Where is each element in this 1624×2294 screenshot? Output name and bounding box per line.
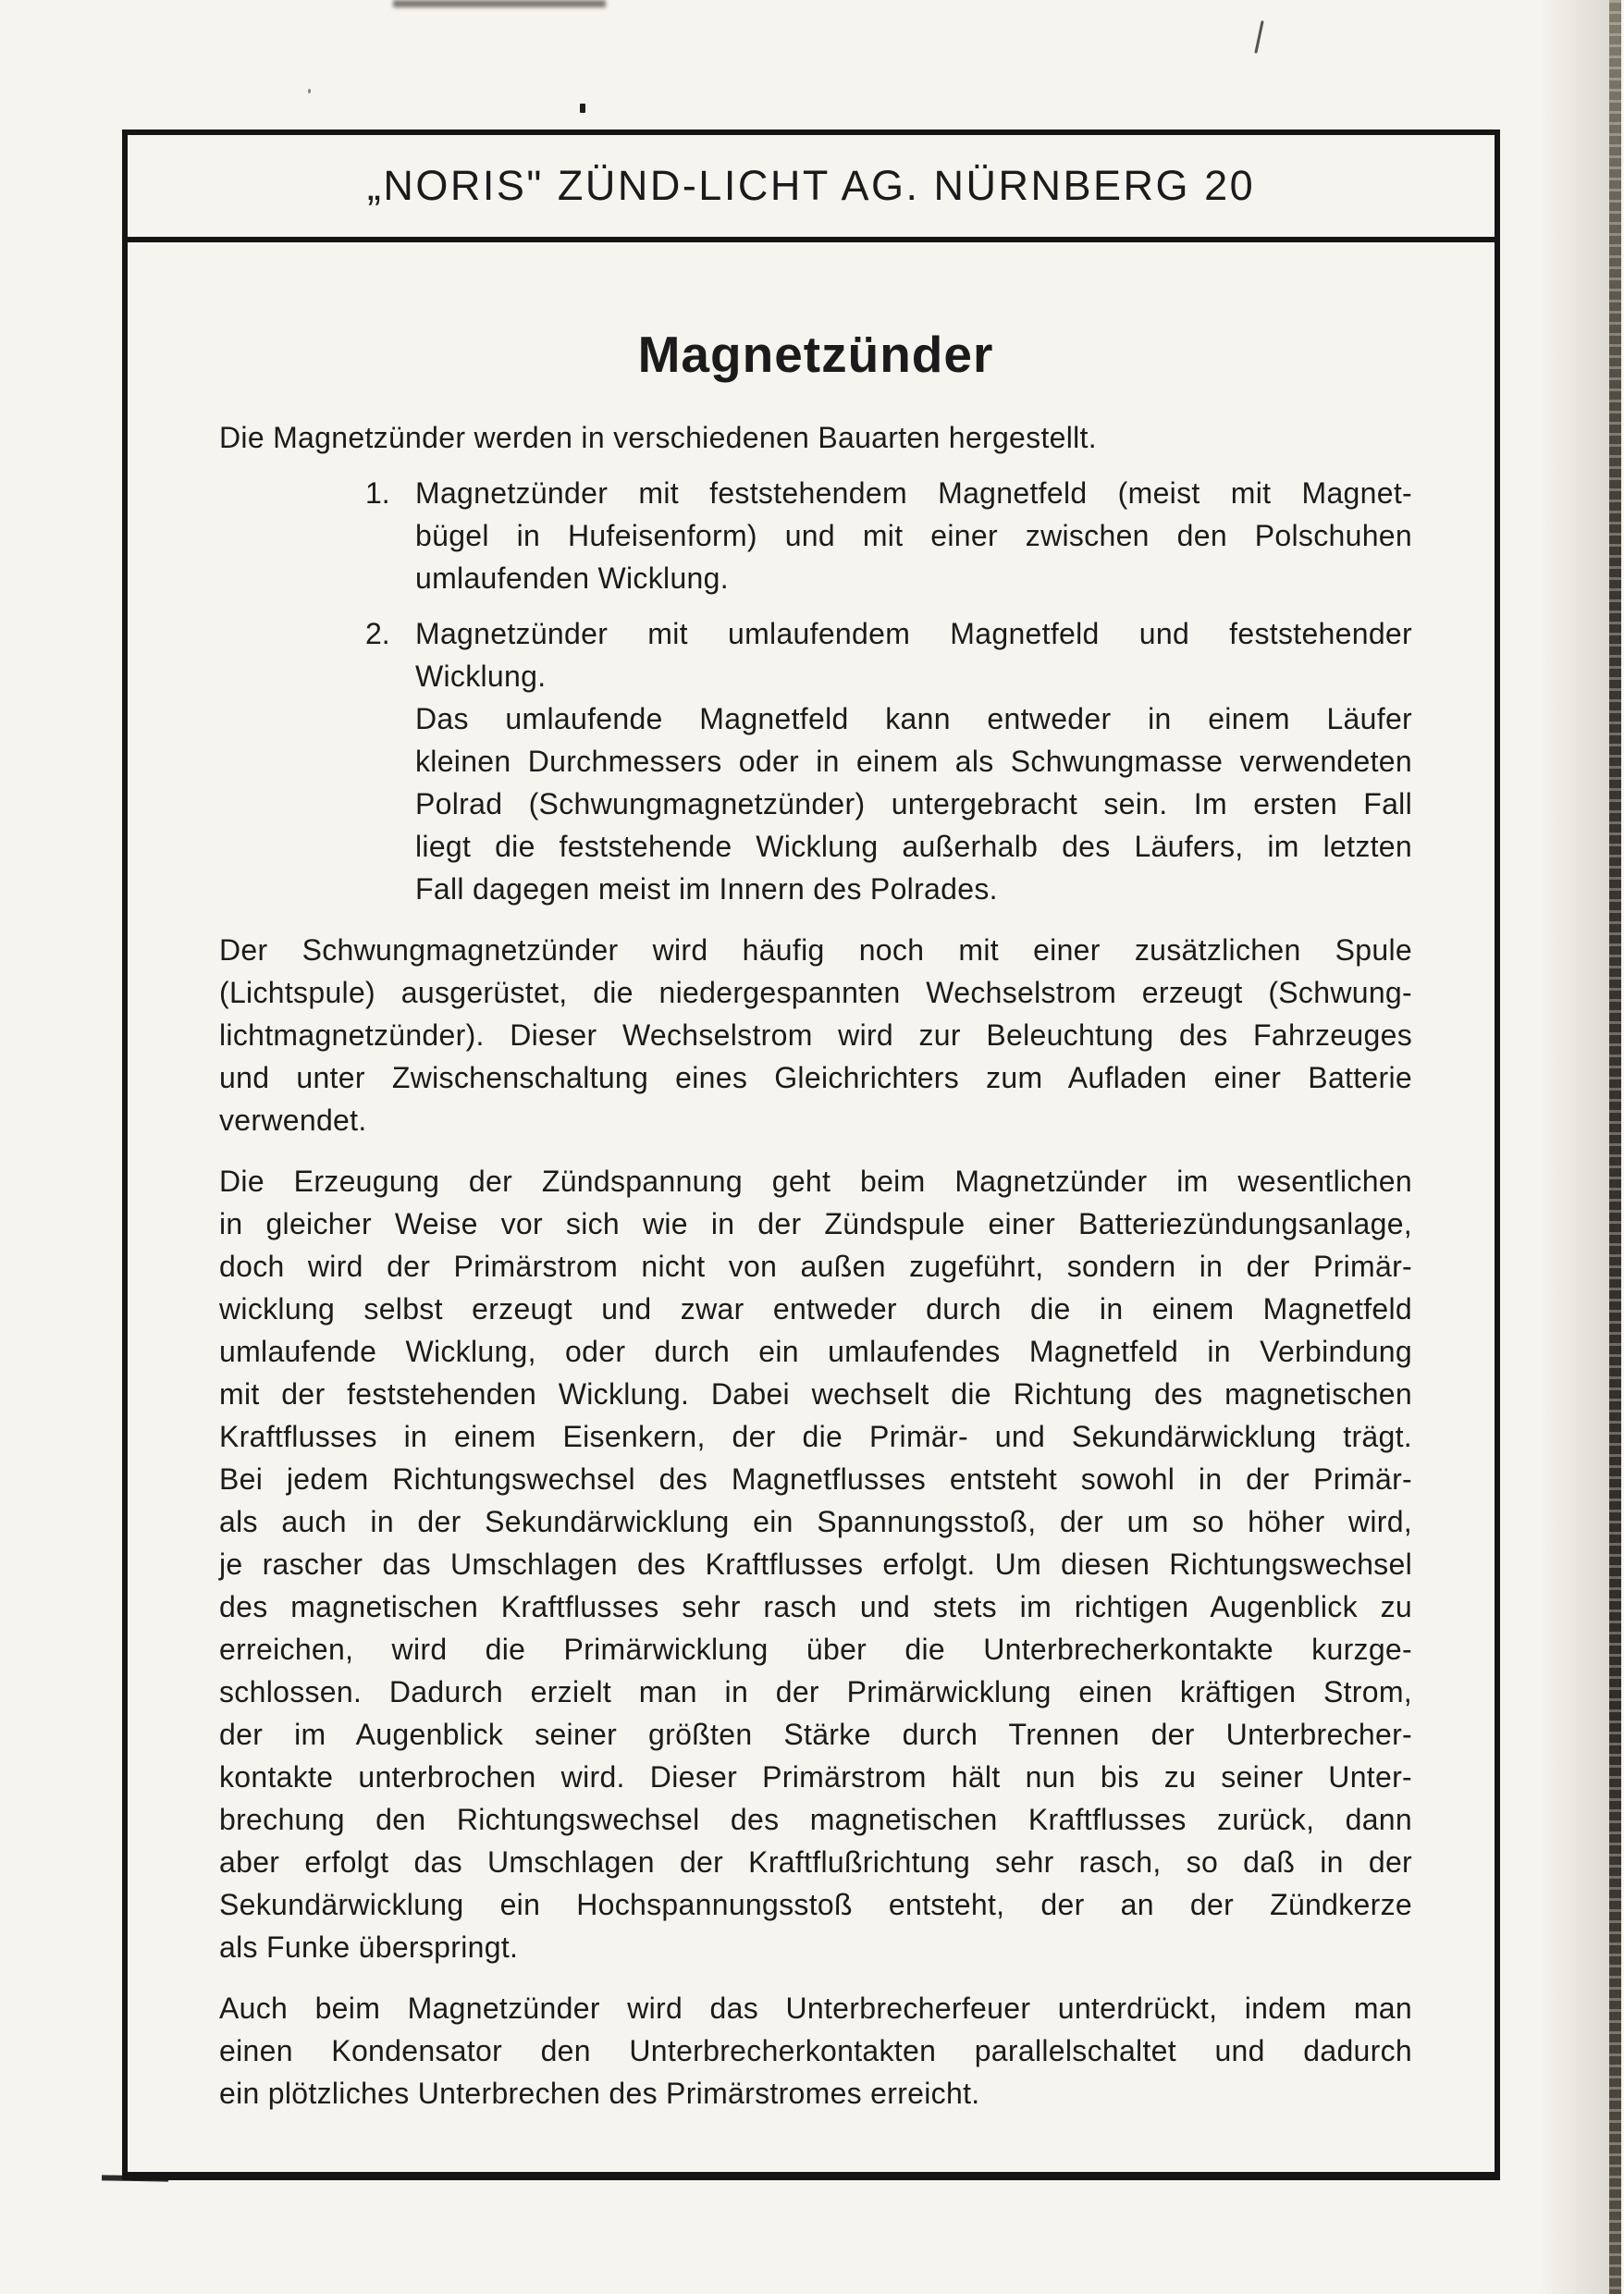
- paragraph: [219, 416, 1412, 459]
- text-line: Wicklung.: [415, 660, 547, 693]
- text-line: Die Erzeugung der Zündspannung geht beim Magnetzünder im wesentlichen: [219, 1165, 1412, 1198]
- company-name: „NORIS" ZÜND-LICHT AG. NÜRNBERG 20: [366, 162, 1256, 209]
- text-line: Auch beim Magnetzünder wird das Unterbrecherfeuer unterdrückt, indem man: [219, 1992, 1412, 2025]
- text-line: der im Augenblick seiner größten Stärke durch Trennen der Unterbrecher-: [219, 1718, 1412, 1751]
- text-line: kontakte unterbrochen wird. Dieser Primärstrom hält nun bis zu seiner Unter-: [219, 1760, 1412, 1794]
- text-line: einen Kondensator den Unterbrecherkontakten parallelschaltet und dadurch: [219, 2034, 1412, 2067]
- text-line: verwendet.: [219, 1104, 367, 1137]
- text-line: aber erfolgt das Umschlagen der Kraftflußrichtung sehr rasch, so daß in der: [219, 1845, 1412, 1879]
- text-line: erreichen, wird die Primärwicklung über die Unterbrecherkontakte kurzge-: [219, 1633, 1412, 1666]
- document-content: [128, 242, 1495, 2115]
- paragraph: [219, 1987, 1412, 2115]
- text-line: des magnetischen Kraftflusses sehr rasch und stets im richtigen Augenblick zu: [219, 1590, 1412, 1623]
- list-item-text: [415, 472, 1412, 599]
- text-line: umlaufende Wicklung, oder durch ein umlaufendes Magnetfeld in Verbindung: [219, 1335, 1412, 1368]
- scan-edge-shadow: [1539, 0, 1609, 2294]
- text-line: Kraftflusses in einem Eisenkern, der die Primär- und Sekundärwicklung trägt.: [219, 1420, 1412, 1453]
- text-line: Bei jedem Richtungswechsel des Magnetflusses entsteht sowohl in der Primär-: [219, 1462, 1412, 1496]
- text-line: Magnetzünder mit feststehendem Magnetfeld (meist mit Magnet-: [415, 476, 1412, 510]
- text-line: als Funke überspringt.: [219, 1930, 519, 1964]
- text-line: lichtmagnetzünder). Dieser Wechselstrom wird zur Beleuchtung des Fahrzeuges: [219, 1018, 1412, 1052]
- text-line: mit der feststehenden Wicklung. Dabei wechselt die Richtung des magnetischen: [219, 1377, 1412, 1411]
- company-header: [128, 135, 1495, 242]
- text-line: je rascher das Umschlagen des Kraftflusses erfolgt. Um diesen Richtungswechsel: [219, 1548, 1412, 1581]
- text-line: schlossen. Dadurch erzielt man in der Primärwicklung einen kräftigen Strom,: [219, 1675, 1412, 1708]
- document-title: Magnetzünder: [637, 326, 994, 383]
- scan-edge-strip: [1609, 0, 1621, 2294]
- text-line: (Lichtspule) ausgerüstet, die niedergespannten Wechselstrom erzeugt (Schwung-: [219, 976, 1412, 1009]
- text-line: brechung den Richtungswechsel des magnetischen Kraftflusses zurück, dann: [219, 1803, 1412, 1836]
- text-line: Der Schwungmagnetzünder wird häufig noch mit einer zusätzlichen Spule: [219, 933, 1412, 967]
- text-line: Polrad (Schwungmagnetzünder) untergebracht sein. Im ersten Fall: [415, 787, 1412, 820]
- list-number: 2.: [365, 617, 390, 650]
- text-line: und unter Zwischenschaltung eines Gleichrichters zum Aufladen einer Batterie: [219, 1061, 1412, 1094]
- list-item: [219, 472, 1412, 599]
- paragraph: [219, 1160, 1412, 1968]
- text-line: umlaufenden Wicklung.: [415, 561, 729, 595]
- text-line: Magnetzünder mit umlaufendem Magnetfeld und feststehender: [415, 617, 1412, 650]
- text-line: bügel in Hufeisenform) und mit einer zwischen den Polschuhen: [415, 519, 1412, 552]
- text-line: in gleicher Weise vor sich wie in der Zündspule einer Batteriezündungsanlage,: [219, 1207, 1412, 1240]
- list-item: [219, 612, 1412, 910]
- scan-mark-tick: [1254, 20, 1263, 54]
- text-line: Die Magnetzünder werden in verschiedenen Bauarten hergestellt.: [219, 421, 1097, 454]
- list-item-text: [415, 612, 1412, 910]
- text-line: als auch in der Sekundärwicklung ein Spannungsstoß, der um so höher wird,: [219, 1505, 1412, 1538]
- scan-mark-dot: [580, 104, 585, 113]
- scan-mark-dot: [308, 89, 311, 93]
- text-line: liegt die feststehende Wicklung außerhalb des Läufers, im letzten: [415, 830, 1412, 863]
- paragraph: [219, 929, 1412, 1141]
- text-line: doch wird der Primärstrom nicht von außen zugeführt, sondern in der Primär-: [219, 1250, 1412, 1283]
- body-text-blocks: [219, 416, 1412, 2115]
- text-line: Das umlaufende Magnetfeld kann entweder in einem Läufer: [415, 702, 1412, 735]
- document-border-frame: [122, 130, 1500, 2180]
- text-line: wicklung selbst erzeugt und zwar entweder durch die in einem Magnetfeld: [219, 1292, 1412, 1326]
- text-line: ein plötzliches Unterbrechen des Primärstromes erreicht.: [219, 2077, 980, 2110]
- scan-smudge-top: [393, 0, 606, 7]
- text-line: Sekundärwicklung ein Hochspannungsstoß entsteht, der an der Zündkerze: [219, 1888, 1412, 1921]
- text-line: Fall dagegen meist im Innern des Polrades.: [415, 872, 998, 906]
- text-line: kleinen Durchmessers oder in einem als Schwungmasse verwendeten: [415, 745, 1412, 778]
- list-number: 1.: [365, 476, 390, 510]
